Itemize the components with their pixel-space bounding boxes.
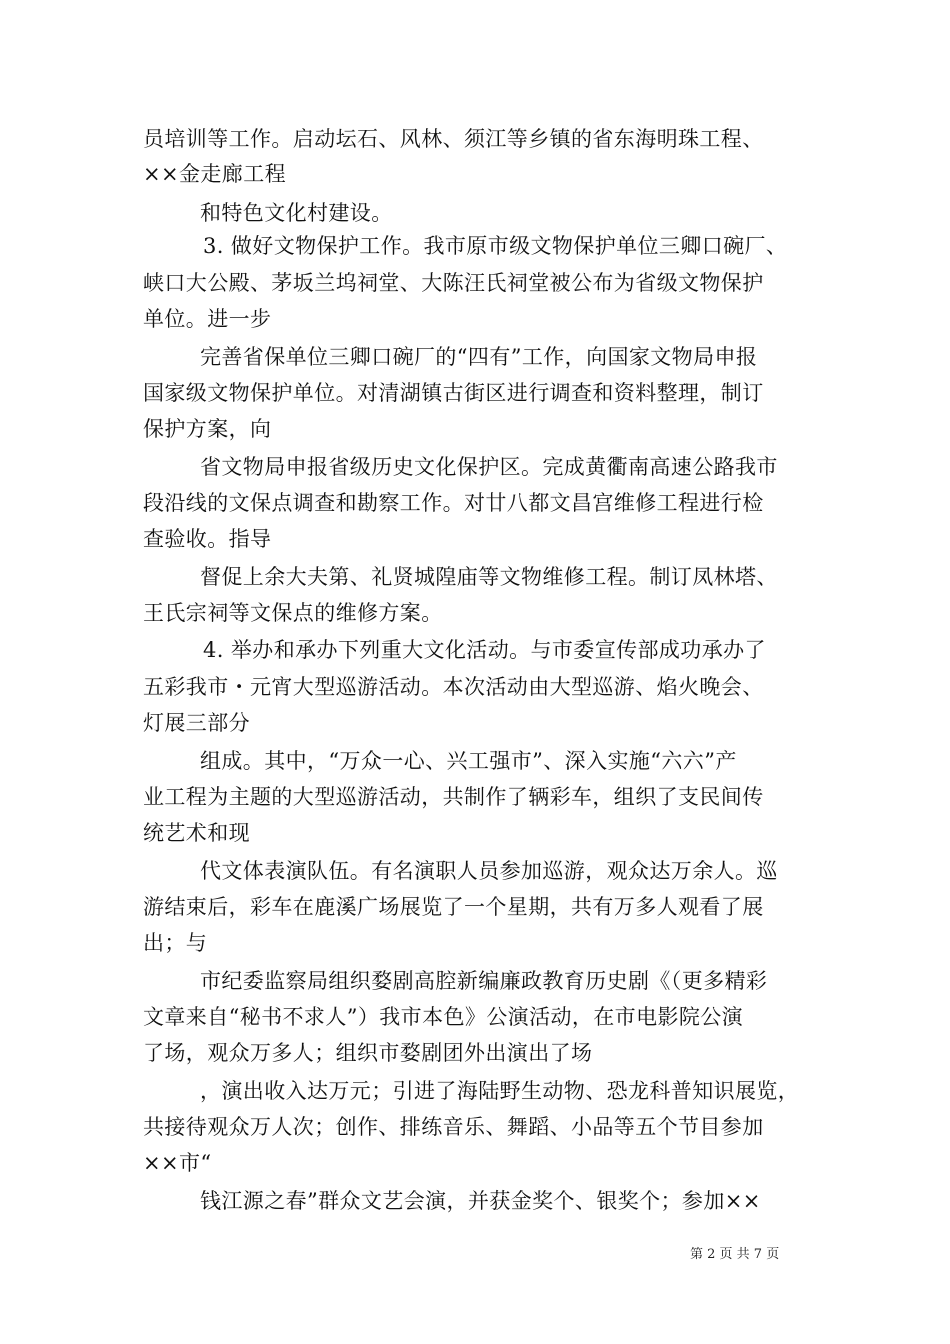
text-line: 3. 做好文物保护工作。我市原市级文物保护单位三卿口碗厂、 [203, 234, 788, 258]
text-line: ，演出收入达万元；引进了海陆野生动物、恐龙科普知识展览， [200, 1079, 800, 1103]
text-line: 市纪委监察局组织婺剧高腔新编廉政教育历史剧《（更多精彩 [200, 969, 768, 993]
text-line: 查验收。指导 [143, 527, 272, 551]
text-line: 段沿线的文保点调查和勘察工作。对廿八都文昌宫维修工程进行检 [143, 491, 764, 515]
text-line: 组成。其中，“万众一心、兴工强市”、深入实施“六六”产 [200, 749, 737, 773]
text-line: ××市“ [143, 1151, 212, 1175]
page-number-footer: 第 2 页 共 7 页 [690, 1247, 780, 1262]
text-line: 了场，观众万多人；组织市婺剧团外出演出了场 [143, 1041, 593, 1065]
text-line: 员培训等工作。启动坛石、风林、须江等乡镇的省东海明珠工程、 [143, 127, 764, 151]
text-line: 灯展三部分 [143, 711, 250, 735]
text-line: 共接待观众万人次；创作、排练音乐、舞蹈、小品等五个节目参加 [143, 1115, 764, 1139]
text-line: 统艺术和现 [143, 821, 250, 845]
text-line: 游结束后，彩车在鹿溪广场展览了一个星期，共有万多人观看了展 [143, 895, 764, 919]
text-line: 省文物局申报省级历史文化保护区。完成黄衢南高速公路我市 [200, 455, 778, 479]
text-line: 督促上余大夫第、礼贤城隍庙等文物维修工程。制订凤林塔、 [200, 565, 778, 589]
text-line: 出；与 [143, 931, 208, 955]
text-line: 业工程为主题的大型巡游活动，共制作了辆彩车，组织了支民间传 [143, 785, 764, 809]
text-line: 峡口大公殿、茅坂兰坞祠堂、大陈汪氏祠堂被公布为省级文物保护 [143, 271, 764, 295]
text-line: 文章来自“秘书不求人”）我市本色》公演活动，在市电影院公演 [143, 1005, 744, 1029]
text-line: 王氏宗祠等文保点的维修方案。 [143, 601, 443, 625]
text-line: 五彩我市・元宵大型巡游活动。本次活动由大型巡游、焰火晚会、 [143, 675, 764, 699]
text-line: 代文体表演队伍。有名演职人员参加巡游，观众达万余人。巡 [200, 859, 778, 883]
text-line: 完善省保单位三卿口碗厂的“四有”工作，向国家文物局申报 [200, 345, 758, 369]
text-line: 和特色文化村建设。 [200, 201, 393, 225]
text-line: 单位。进一步 [143, 307, 272, 331]
text-line: 保护方案，向 [143, 417, 272, 441]
text-line: 国家级文物保护单位。对清湖镇古街区进行调查和资料整理，制订 [143, 381, 764, 405]
text-line: ××金走廊工程 [143, 162, 286, 186]
text-line: 4. 举办和承办下列重大文化活动。与市委宣传部成功承办了 [203, 638, 766, 662]
text-line: 钱江源之春”群众文艺会演，并获金奖个、银奖个；参加×× [200, 1189, 761, 1213]
